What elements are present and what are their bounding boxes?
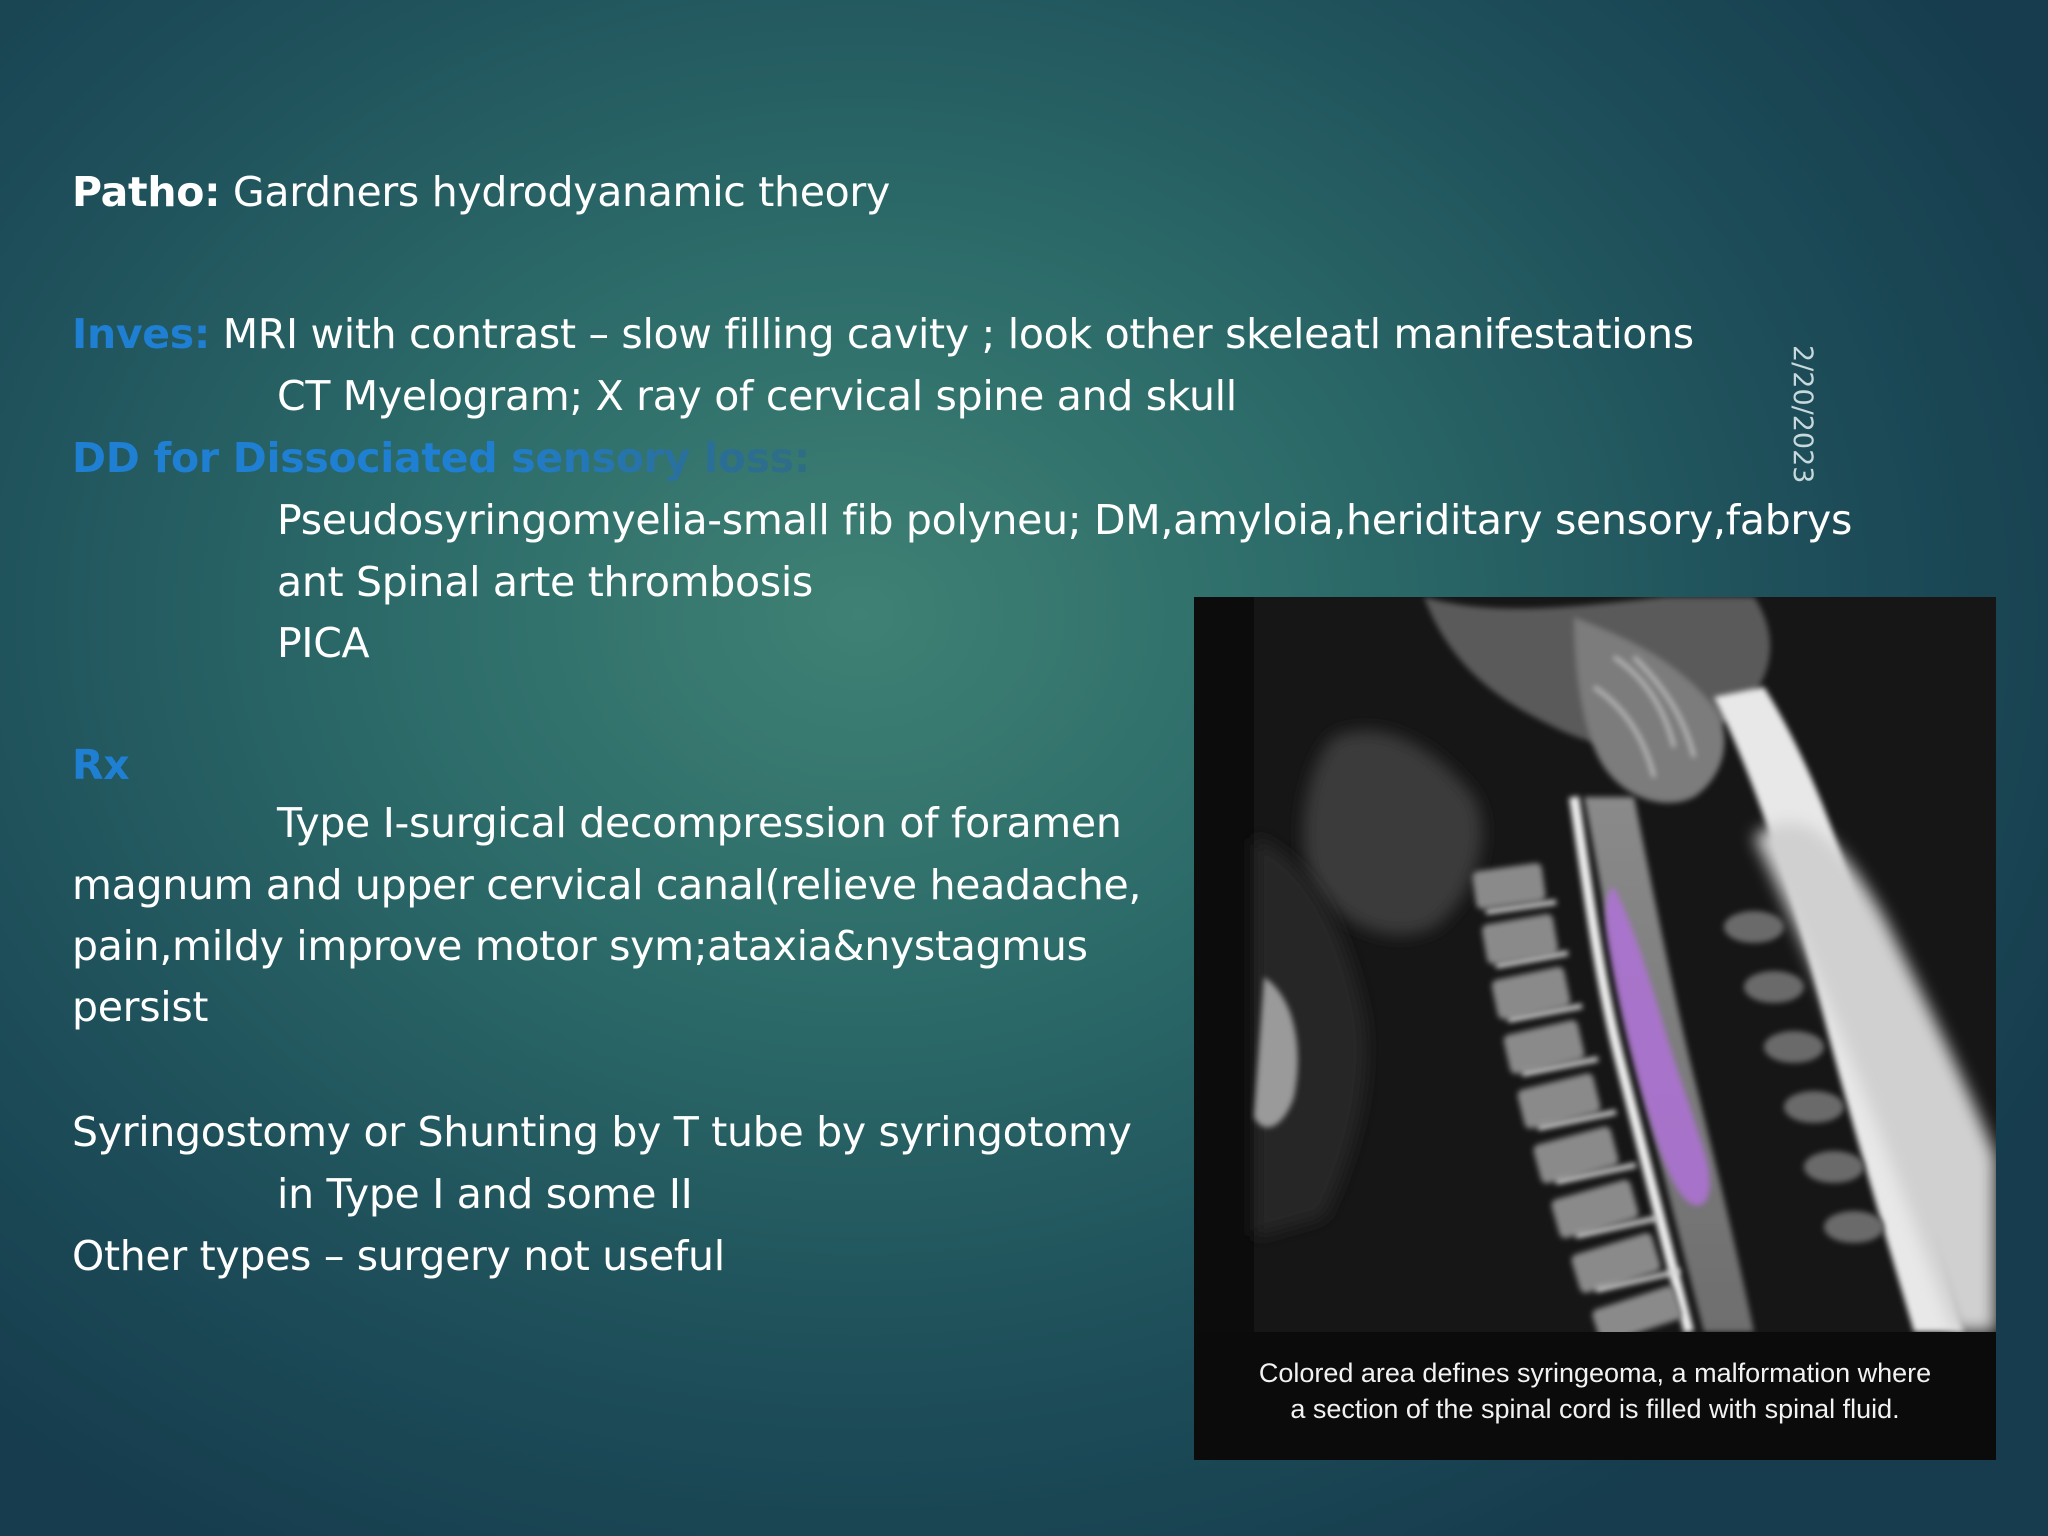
dd-item-pseudosyringomyelia: Pseudosyringomyelia-small fib polyneu; DM,amyloia,heridi​tary sensory,fabrys (277, 496, 1852, 544)
rx-line-1: Type I-surgical decompression of foramen (277, 799, 1122, 847)
inves-text: MRI with contrast – slow filling cavity ; look other skeleatl manifestations (209, 310, 1694, 358)
rx-heading (72, 734, 129, 796)
other-types-line: Other types – surgery not useful (72, 1232, 725, 1280)
dd-heading-text: DD for Dissociated sensory loss: (72, 434, 810, 482)
patho-line (72, 161, 890, 223)
figure-caption-line-1: Colored area defines syringeoma, a malformation where (1258, 1358, 1932, 1388)
mri-figure (1194, 597, 1996, 1460)
rx-line-2: magnum and upper cervical canal(relieve headache, (72, 861, 1142, 909)
inves-line (72, 303, 1694, 365)
patho-label: Patho: (72, 168, 221, 216)
syringostomy-line-1: Syringostomy or Shunting by T tube by syringotomy (72, 1108, 1132, 1156)
inves-label: Inves: (72, 310, 210, 358)
inves-line-2: CT Myelogram; X ray of cervical spine and skull (277, 372, 1237, 420)
dd-item-pica: PICA (277, 619, 370, 667)
rx-heading-text: Rx (72, 741, 130, 789)
rx-line-4: persist (72, 983, 209, 1031)
figure-caption (1194, 1355, 1996, 1427)
syringostomy-line-2: in Type I and some II (277, 1170, 693, 1218)
dd-item-spinal-artery: ant Spinal arte thrombosis (277, 558, 813, 606)
rx-line-3: pain,mildy improve motor sym;ataxia&nystagmus (72, 922, 1088, 970)
mri-spine-image (1194, 597, 1996, 1332)
slide-date: 2/20/2023 (1787, 345, 1818, 484)
patho-text: Gardners hydrodyanamic theory (220, 168, 890, 216)
dd-heading (72, 427, 810, 489)
figure-caption-line-2: a section of the spinal cord is filled with spinal fluid. (1290, 1394, 1900, 1424)
